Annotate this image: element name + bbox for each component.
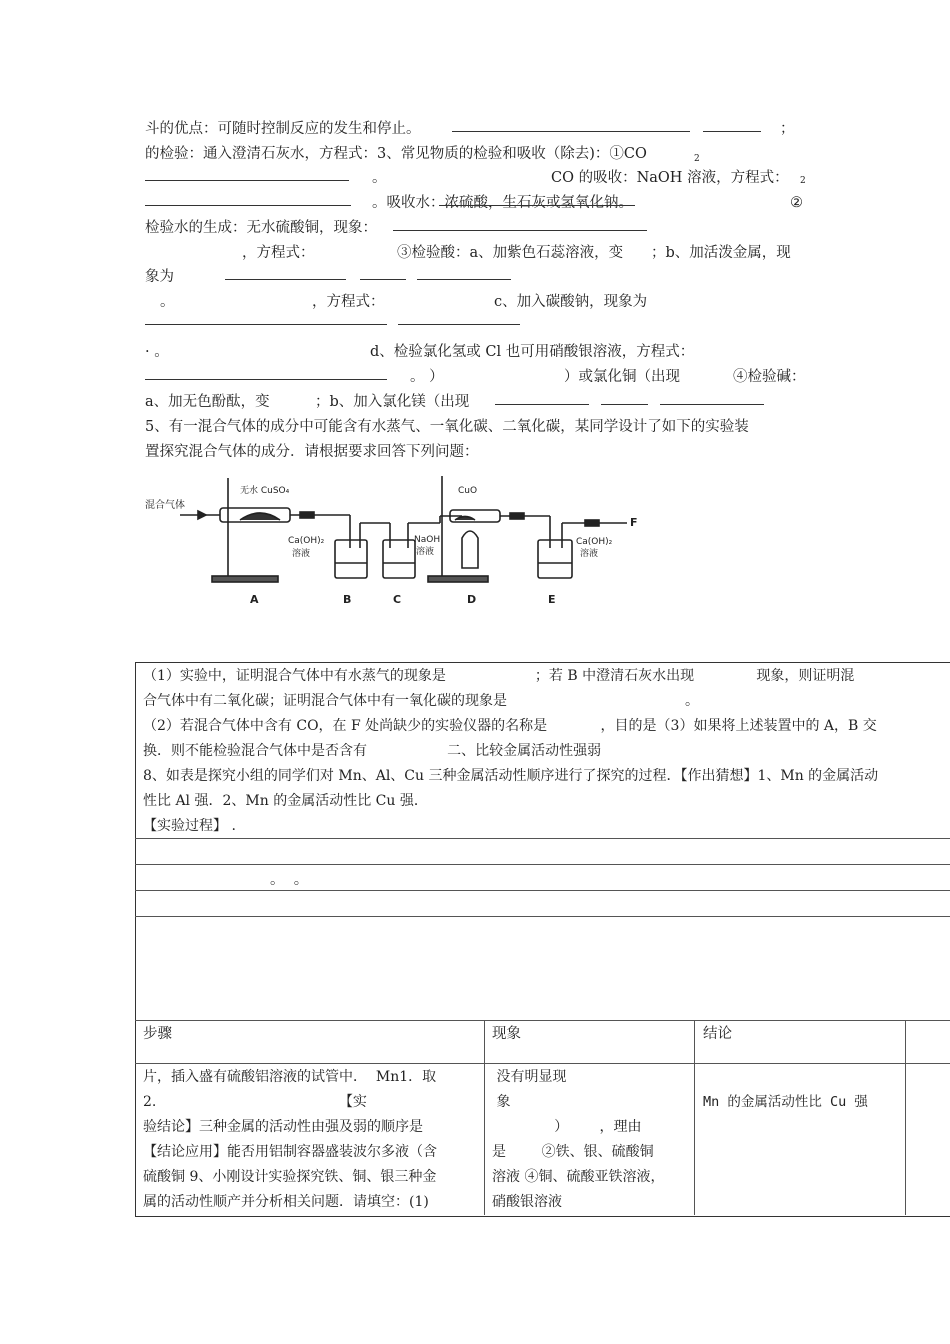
caoh-e-label: Ca(OH)₂ bbox=[576, 537, 613, 547]
naoh-label2: 溶液 bbox=[416, 547, 435, 557]
cell-line: 溶液 ④铜、硫酸亚铁溶液， bbox=[492, 1169, 665, 1185]
caoh-b-label2: 溶液 bbox=[292, 549, 311, 559]
label-c: C bbox=[393, 593, 402, 606]
text-line: 。 bbox=[372, 170, 387, 186]
text-line: 。吸收水：浓硫酸，生石灰或氢氧化钠。 bbox=[372, 195, 633, 211]
co2-subscript: 2 bbox=[694, 154, 700, 164]
table-text-line: 8、如表是探究小组的同学们对 Mn、Al、Cu 三种金属活动性顺序进行了探究的过程．【作出猜想】1、Mn 的金属活动 bbox=[143, 768, 879, 784]
text-line: · 。 bbox=[145, 344, 169, 360]
cell-line: 片，插入盛有硫酸铝溶液的试管中． Mn1．取 bbox=[143, 1069, 437, 1085]
cuso4-label: 无水 CuSO₄ bbox=[240, 486, 290, 496]
table-text-line: （1）实验中，证明混合气体中有水蒸气的现象是 ；若 B 中澄清石灰水出现 现象，则证明混 bbox=[143, 668, 855, 684]
text-line: 象为 bbox=[145, 269, 174, 285]
text-line: d、检验氯化氢或 Cl 也可用硝酸银溶液，方程式： bbox=[370, 344, 695, 360]
header-phenomenon: 现象 bbox=[492, 1026, 521, 1042]
table-text-line: 换．则不能检验混合气体中是否含有 二、比较金属活动性强弱 bbox=[143, 743, 602, 759]
text-line: ； bbox=[780, 121, 795, 137]
cell-line: 硝酸银溶液 bbox=[492, 1194, 562, 1210]
text-line: ；b、加入氯化镁（出现 bbox=[315, 394, 470, 410]
label-d: D bbox=[467, 593, 477, 606]
cell-line: 属的活动性顺产并分析相关问题．请填空：(1) bbox=[143, 1194, 429, 1210]
text-line: ③检验酸：a、加紫色石蕊溶液，变 bbox=[397, 245, 624, 261]
naoh-tail: 2 bbox=[800, 176, 806, 186]
table-text-line: 【实验过程】 . bbox=[143, 818, 236, 834]
text-line: c、加入碳酸钠，现象为 bbox=[494, 294, 648, 310]
cell-line: 验结论】三种金属的活动性由强及弱的顺序是 bbox=[143, 1119, 423, 1135]
label-a: A bbox=[250, 593, 259, 606]
label-b: B bbox=[343, 593, 352, 606]
text-line: 。 bbox=[160, 294, 175, 310]
text-line: 置探究混合气体的成分．请根据要求回答下列问题： bbox=[145, 444, 479, 460]
text-line: 检验水的生成：无水硫酸铜，现象： bbox=[145, 220, 377, 236]
text-line: 5、有一混合气体的成分中可能含有水蒸气、一氧化碳、二氧化碳，某同学设计了如下的实验装 bbox=[145, 419, 749, 435]
text-line: 斗的优点：可随时控制反应的发生和停止。 bbox=[145, 121, 421, 137]
row-dots: 。 。 bbox=[270, 872, 309, 888]
label-e: E bbox=[548, 593, 556, 606]
cell-line: 象 bbox=[492, 1094, 511, 1110]
naoh-label: NaOH bbox=[414, 535, 441, 545]
cell-line: ） ，理由 bbox=[492, 1119, 642, 1135]
table-text-line: （2）若混合气体中含有 CO，在 F 处尚缺少的实验仪器的名称是 ，目的是（3）如果将上述装置中的 A，B 交 bbox=[143, 718, 877, 734]
cell-line: 是 ②铁、银、硫酸铜 bbox=[492, 1144, 654, 1160]
cell-line: 【结论应用】能否用铝制容器盛装波尔多液（含 bbox=[143, 1144, 437, 1160]
text-line: a、加无色酚酞，变 bbox=[145, 394, 270, 410]
text-line: ；b、加活泼金属，现 bbox=[651, 245, 791, 261]
header-conclusion: 结论 bbox=[703, 1026, 732, 1042]
caoh-e-label2: 溶液 bbox=[580, 549, 599, 559]
text-line: ② bbox=[790, 195, 803, 211]
cuo-label: CuO bbox=[458, 486, 478, 496]
apparatus-diagram bbox=[140, 468, 660, 618]
table-text-line: 性比 Al 强．2、Mn 的金属活动性比 Cu 强． bbox=[143, 793, 428, 809]
table-text-line: 合气体中有二氧化碳；证明混合气体中有一氧化碳的现象是 。 bbox=[143, 693, 700, 709]
conclusion-cell: Mn 的金属活动性比 Cu 强 bbox=[703, 1094, 868, 1110]
f-label: F bbox=[630, 516, 638, 529]
cell-line: 没有明显现 bbox=[492, 1069, 567, 1085]
cell-line: 硫酸铜 9、小刚设计实验探究铁、铜、银三种金 bbox=[143, 1169, 437, 1185]
header-step: 步骤 bbox=[143, 1026, 172, 1042]
cell-line: 2. 【实 bbox=[143, 1094, 367, 1110]
text-line: ）或氯化铜（出现 bbox=[564, 369, 680, 385]
text-line: CO 的吸收：NaOH 溶液，方程式： bbox=[551, 170, 789, 186]
text-line: 的检验：通入澄清石灰水，方程式：3、常见物质的检验和吸收（除去)：①CO bbox=[145, 146, 647, 162]
text-line: ，方程式： bbox=[312, 294, 385, 310]
caoh-b-label: Ca(OH)₂ bbox=[288, 536, 325, 546]
text-line: 。 ） bbox=[410, 369, 444, 385]
text-line: ，方程式： bbox=[242, 245, 315, 261]
text-line: ④检验碱： bbox=[733, 369, 806, 385]
gas-label: 混合气体 bbox=[145, 500, 185, 511]
